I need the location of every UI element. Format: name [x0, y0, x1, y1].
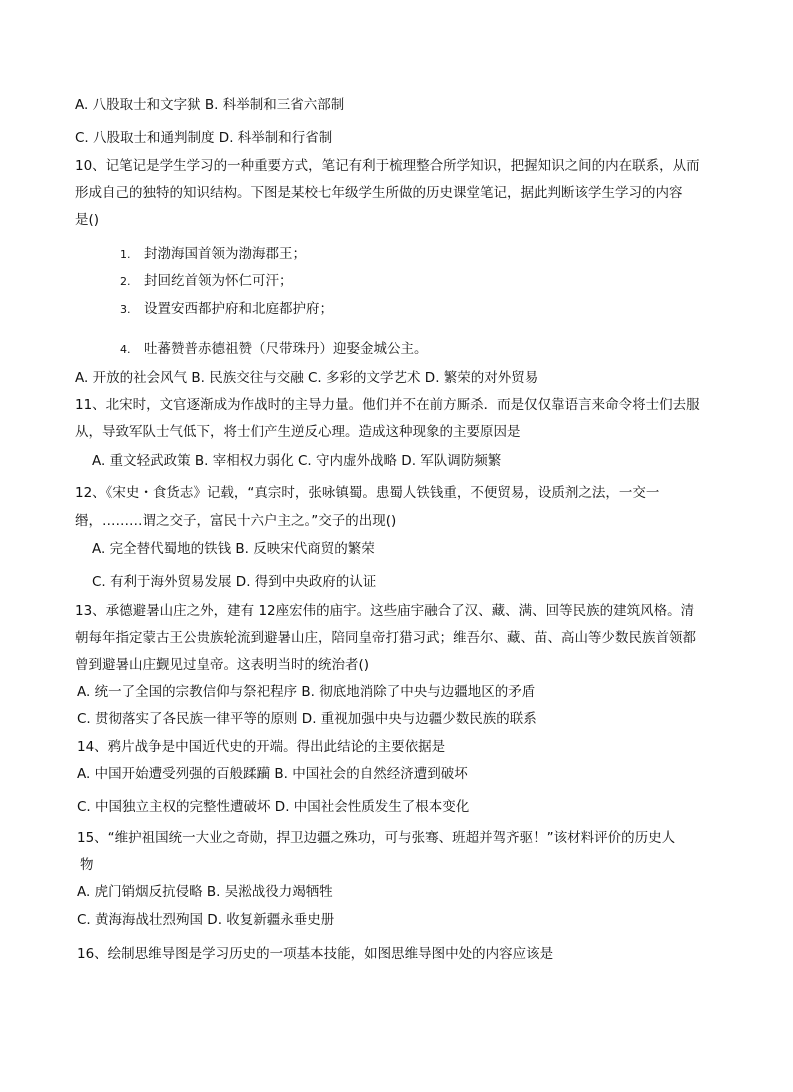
q9-options-ab: A. 八股取士和文字狱 B. 科举制和三省六部制	[75, 97, 345, 113]
q15-stem-line-1: 15、“维护祖国统一大业之奇勋，捍卫边疆之殊功，可与张骞、班超并驾齐驱！”该材料评价的历史人	[77, 830, 676, 846]
q15-options-ab: A. 虎门销烟反抗侵略 B. 吴淞战役力竭牺牲	[77, 884, 333, 900]
q16-stem: 16、绘制思维导图是学习历史的一项基本技能，如图思维导图中处的内容应该是	[77, 946, 554, 962]
q10-note-item	[120, 300, 333, 319]
q14-options-ab: A. 中国开始遭受列强的百般蹂躏 B. 中国社会的自然经济遭到破坏	[77, 766, 468, 782]
q10-options: A. 开放的社会风气 B. 民族交往与交融 C. 多彩的文学艺术 D. 繁荣的对外贸易	[75, 370, 539, 386]
q15-stem-line-2: 物	[80, 857, 94, 873]
q12-stem-line-1: 12、《宋史・食货志》记载，“真宗时，张咏镇蜀。患蜀人铁钱重，不便贸易，设质剂之法，一交一	[75, 485, 660, 501]
q12-stem-line-2: 缗，………谓之交子，富民十六户主之。”交子的出现()	[75, 513, 397, 529]
q10-note-number: 4.	[120, 343, 131, 356]
q11-stem-line-2: 从，导致军队士气低下，将士们产生逆反心理。造成这种现象的主要原因是	[75, 424, 521, 440]
q12-options-ab: A. 完全替代蜀地的铁钱 B. 反映宋代商贸的繁荣	[92, 541, 375, 557]
q13-stem-line-2: 朝每年指定蒙古王公贵族轮流到避暑山庄，陪同皇帝打猎习武；维吾尔、藏、苗、高山等少数民族首领都	[75, 630, 696, 646]
q10-note-text: 封回纥首领为怀仁可汗；	[144, 273, 293, 289]
q15-options-cd: C. 黄海海战壮烈殉国 D. 收复新疆永垂史册	[77, 912, 335, 928]
q12-options-cd: C. 有利于海外贸易发展 D. 得到中央政府的认证	[92, 574, 377, 590]
q10-note-item	[120, 340, 428, 359]
q10-stem-line-3: 是()	[75, 212, 100, 228]
q10-note-text: 封渤海国首领为渤海郡王；	[144, 246, 306, 262]
q10-note-item	[120, 272, 293, 291]
q14-options-cd: C. 中国独立主权的完整性遭破坏 D. 中国社会性质发生了根本变化	[77, 799, 470, 815]
q10-note-number: 3.	[120, 303, 131, 316]
q9-options-cd: C. 八股取士和通判制度 D. 科举制和行省制	[75, 130, 333, 146]
q10-note-number: 1.	[120, 248, 131, 261]
q10-note-number: 2.	[120, 275, 131, 288]
q14-stem: 14、鸦片战争是中国近代史的开端。得出此结论的主要依据是	[77, 739, 446, 755]
q13-stem-line-1: 13、承德避暑山庄之外，建有 12座宏伟的庙宇。这些庙宇融合了汉、藏、满、回等民族的建筑风格。清	[75, 603, 695, 619]
q13-stem-line-3: 曾到避暑山庄觐见过皇帝。这表明当时的统治者()	[75, 657, 370, 673]
q11-options: A. 重文轻武政策 B. 宰相权力弱化 C. 守内虚外战略 D. 军队调防频繁	[92, 453, 502, 469]
q13-options-cd: C. 贯彻落实了各民族一律平等的原则 D. 重视加强中央与边疆少数民族的联系	[77, 711, 537, 727]
q10-stem-line-2: 形成自己的独特的知识结构。下图是某校七年级学生所做的历史课堂笔记，据此判断该学生学习的内容	[75, 185, 683, 201]
q10-note-item	[120, 245, 306, 264]
q10-stem-line-1: 10、记笔记是学生学习的一种重要方式，笔记有利于梳理整合所学知识，把握知识之间的内在联系，从而	[75, 158, 700, 174]
q10-note-text: 吐蕃赞普赤德祖赞（尺带珠丹）迎娶金城公主。	[144, 341, 428, 357]
q10-note-text: 设置安西都护府和北庭都护府；	[144, 301, 333, 317]
q13-options-ab: A. 统一了全国的宗教信仰与祭祀程序 B. 彻底地消除了中央与边疆地区的矛盾	[77, 684, 536, 700]
q11-stem-line-1: 11、北宋时，文官逐渐成为作战时的主导力量。他们并不在前方厮杀．而是仅仅靠语言来命令将士们去服	[75, 397, 700, 413]
